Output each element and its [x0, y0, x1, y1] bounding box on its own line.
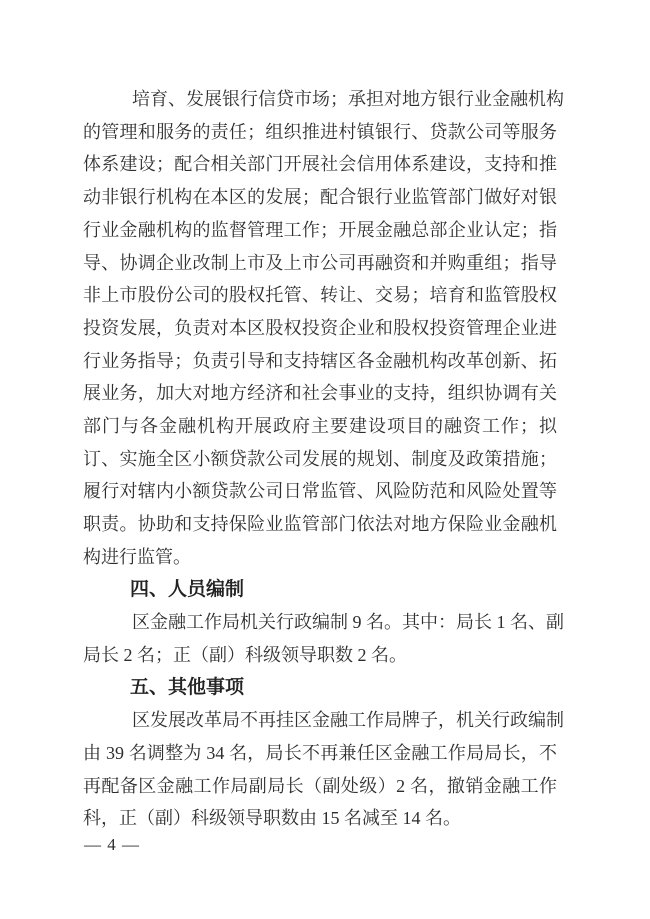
body-line: 订、实施全区小额贷款公司发展的规划、制度及政策措施； [83, 448, 557, 469]
body-line: 部门与各金融机构开展政府主要建设项目的融资工作；拟 [83, 416, 557, 437]
body-line: 行业务指导；负责引导和支持辖区各金融机构改革创新、拓 [83, 350, 557, 371]
body-line: 投资发展，负责对本区股权投资企业和股权投资管理企业进 [83, 317, 557, 338]
body-line: 科，正（副）科级领导职数由 15 名减至 14 名。 [83, 808, 461, 829]
body-line: 区金融工作局机关行政编制 9 名。其中：局长 1 名、副 [132, 612, 564, 633]
body-line: 培育、发展银行信贷市场；承担对地方银行业金融机构 [132, 89, 564, 109]
body-line: 由 39 名调整为 34 名，局长不再兼任区金融工作局局长，不 [83, 743, 557, 764]
body-line: 区发展改革局不再挂区金融工作局牌子，机关行政编制 [132, 710, 564, 731]
body-line: 非上市股份公司的股权托管、转让、交易；培育和监管股权 [83, 285, 557, 306]
body-line: 履行对辖内小额贷款公司日常监管、风险防范和风险处置等 [83, 481, 557, 502]
document-body [83, 83, 564, 835]
body-line: 行业金融机构的监督管理工作；开展金融总部企业认定；指 [83, 219, 557, 240]
body-line: 体系建设；配合相关部门开展社会信用体系建设，支持和推 [83, 154, 557, 175]
body-line: 再配备区金融工作局副局长（副处级）2 名，撤销金融工作 [83, 775, 557, 796]
body-line: 的管理和服务的责任；组织推进村镇银行、贷款公司等服务 [83, 121, 557, 142]
body-line: 职责。协助和支持保险业监管部门依法对地方保险业金融机 [83, 514, 557, 535]
body-line: 局长 2 名；正（副）科级领导职数 2 名。 [83, 644, 407, 665]
body-line: 导、协调企业改制上市及上市公司再融资和并购重组；指导 [83, 252, 557, 273]
section-heading-4: 四、人员编制 [130, 578, 245, 600]
page-number: — 4 — [84, 835, 140, 854]
body-line: 动非银行机构在本区的发展；配合银行业监管部门做好对银 [83, 187, 557, 208]
section-heading-5: 五、其他事项 [130, 676, 245, 698]
body-line: 构进行监管。 [83, 546, 191, 567]
body-line: 展业务，加大对地方经济和社会事业的支持，组织协调有关 [83, 383, 557, 404]
